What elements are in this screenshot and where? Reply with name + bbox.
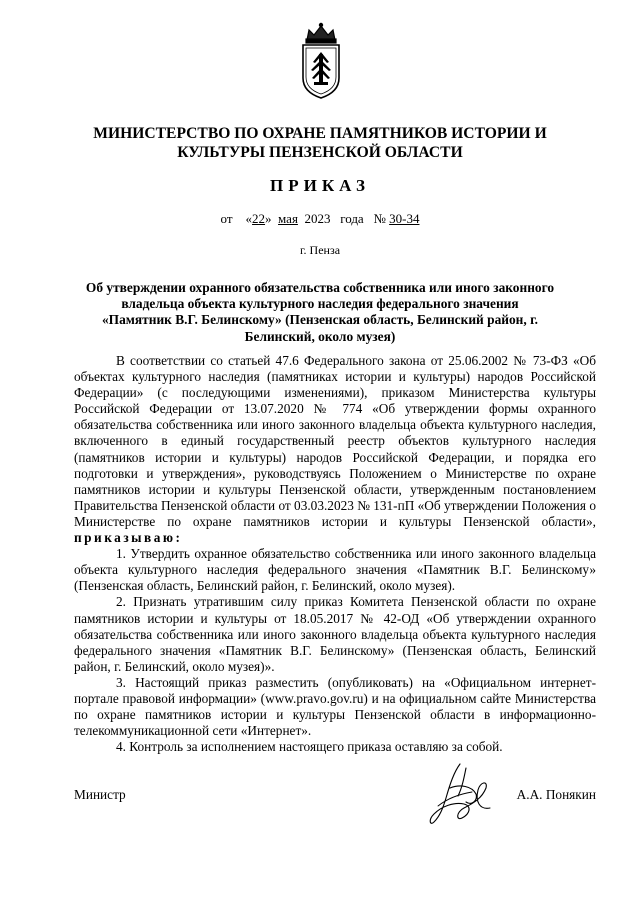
item-3: 3. Настоящий приказ разместить (опубликовать) на «Официальном интернет-портале правовой информации» (www.pravo.gov.ru) и на официальном сайте Министерства по охране памятников истории и культуры Пензенской области в информационно-телекоммуникационной сети «Интернет». bbox=[74, 674, 596, 739]
ministry-name-line2: КУЛЬТУРЫ ПЕНЗЕНСКОЙ ОБЛАСТИ bbox=[177, 144, 463, 161]
item-4: 4. Контроль за исполнением настоящего приказа оставляю за собой. bbox=[116, 739, 503, 755]
year-label: года bbox=[340, 211, 364, 226]
signer-name: А.А. Понякин bbox=[516, 787, 596, 802]
from-label: от bbox=[220, 211, 233, 226]
order-word: приказываю: bbox=[74, 530, 183, 546]
order-number: 30-34 bbox=[389, 211, 420, 226]
order-month: мая bbox=[278, 211, 298, 226]
order-day: 22 bbox=[252, 211, 266, 226]
title-line3: «Памятник В.Г. Белинскому» (Пензенская область, Белинский район, г. bbox=[101, 312, 539, 328]
ministry-name-line1: МИНИСТЕРСТВО ПО ОХРАНЕ ПАМЯТНИКОВ ИСТОРИИ И bbox=[93, 125, 547, 142]
item-2: 2. Признать утратившим силу приказ Комитета Пензенской области по охране памятников истории и культуры от 18.05.2017 № 42-ОД «Об утверждении охранного обязательства собственника или иного законного владельца объекта культурного наследия федерального значения «Памятник В.Г. Белинскому» (Пензенская область, Белинский район, г. Белинский, около музея)». bbox=[74, 594, 596, 674]
signer-position: Министр bbox=[74, 787, 126, 802]
city: г. Пенза bbox=[299, 243, 341, 257]
date-number-line: от «22» мая 2023 года № 30-34 bbox=[220, 211, 420, 226]
order-year: 2023 bbox=[304, 211, 331, 226]
signature-block bbox=[74, 787, 596, 807]
item-1: 1. Утвердить охранное обязательство собственника или иного законного владельца объекта культурного наследия федерального значения «Памятник В.Г. Белинскому» (Пензенская область, Белинский район, г. Белинский, около музея). bbox=[74, 546, 596, 594]
document-body bbox=[74, 353, 596, 755]
preamble-text: В соответствии со статьей 47.6 Федерального закона от 25.06.2002 № 73-ФЗ «Об объектах культурного наследия (памятниках истории и культуры) народов Российской Федерации» (с последующими изменениями), приказом Министерства культуры Российской Федерации от 13.07.2020 № 774 «Об утверждении формы охранного обязательства собственника или иного законного владельца объекта культурного наследия, включенного в единый государственный реестр объектов культурного наследия (памятников истории и культуры) народов Российской Федерации, и порядка его подготовки и утверждения», руководствуясь Положением о Министерстве по охране памятников истории и культуры Пензенской области, утвержденным постановлением Правительства Пензенской области от 03.03.2023 № 131-пП «Об утверждении Положения о Министерстве по охране памятников истории и культуры Пензенской области», bbox=[74, 353, 596, 529]
coat-of-arms-emblem bbox=[299, 22, 343, 100]
title-line1: Об утверждении охранного обязательства собственника или иного законного bbox=[85, 280, 555, 295]
title-line2: владельца объекта культурного наследия федерального значения bbox=[121, 296, 519, 312]
number-sign: № bbox=[373, 211, 386, 226]
ministry-name bbox=[60, 124, 580, 162]
title-line4: Белинский, около музея) bbox=[244, 328, 396, 344]
document-title bbox=[80, 280, 560, 345]
document-type: ПРИКАЗ bbox=[270, 176, 370, 195]
preamble-paragraph bbox=[74, 353, 596, 546]
